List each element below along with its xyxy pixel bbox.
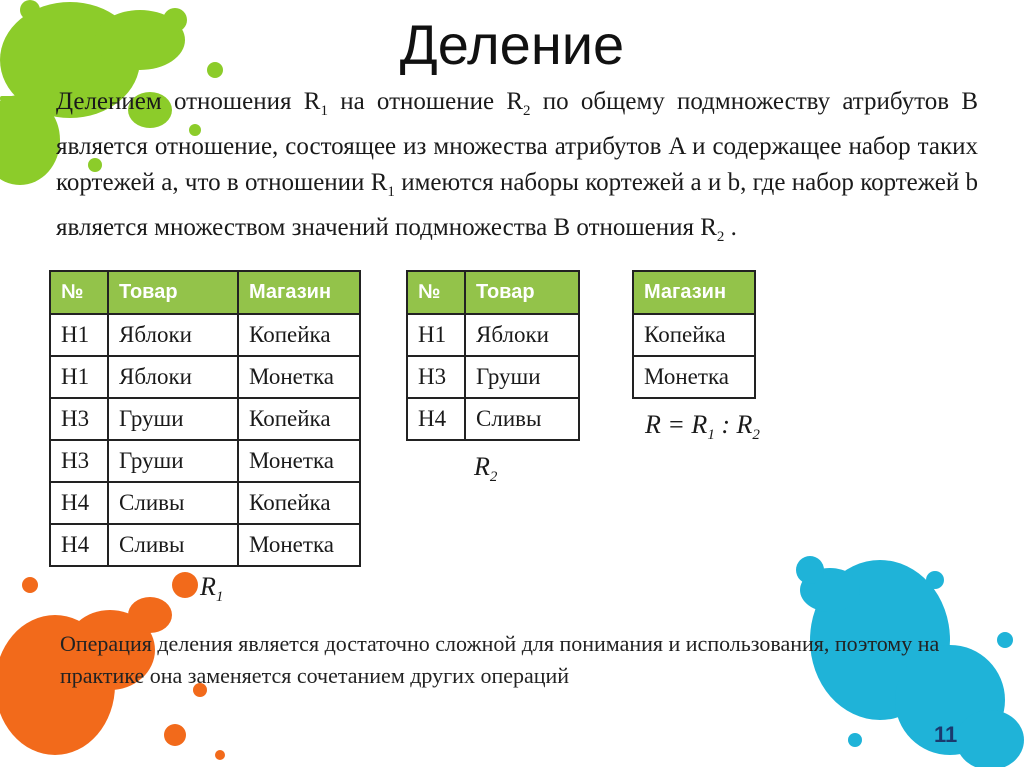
table-cell: Сливы [108,482,238,524]
table-row [50,356,360,398]
column-header: № [407,271,465,314]
table-cell: Сливы [465,398,579,440]
table-cell: Монетка [238,356,360,398]
table-cell: H4 [50,524,108,566]
table-cell: H3 [407,356,465,398]
table-row [50,398,360,440]
table-header-row [633,271,755,314]
relation-r2-table [406,270,580,441]
table-cell: Груши [108,440,238,482]
table-row [407,356,579,398]
column-header: Товар [465,271,579,314]
table-cell: Копейка [238,398,360,440]
table-cell: H4 [407,398,465,440]
relation-r2-label: $R_2$ [474,452,498,486]
division-formula: $R = R_1$ : $R_2$ [645,410,760,444]
definition-paragraph: Делением отношения $R_1$ на отношение $R_2$ по общему подмножеству атрибутов B является отношение, состоящее из множества атрибутов A и содержащее набор таких кортежей a, что в отношении $R_1$ имеются наборы кортежей a и b, где набор кортежей b является множеством значений подмножества B отношения $R_2$ . [56,88,978,245]
slide-title: Деление [399,13,625,76]
table-cell: Копейка [238,314,360,356]
table-row [50,440,360,482]
result-relation-table [632,270,756,399]
relation-r1-label: $R_1$ [200,572,224,606]
table-row [407,314,579,356]
table-header-row [407,271,579,314]
table-cell: Сливы [108,524,238,566]
table-cell: Яблоки [108,314,238,356]
column-header: № [50,271,108,314]
operation-note: Операция деления является достаточно сложной для понимания и использования, поэтому на практике она заменяется сочетанием других операций [60,631,940,688]
table-cell: H1 [50,356,108,398]
table-row [50,482,360,524]
table-row [50,314,360,356]
table-cell: H1 [407,314,465,356]
column-header: Магазин [238,271,360,314]
table-row [50,524,360,566]
column-header: Товар [108,271,238,314]
table-cell: Монетка [238,524,360,566]
table-cell: Яблоки [465,314,579,356]
page-number: 11 [934,722,958,747]
column-header: Магазин [633,271,755,314]
table-cell: Монетка [238,440,360,482]
table-cell: Груши [465,356,579,398]
table-row [633,314,755,356]
relation-r1-table [49,270,361,567]
table-cell: Яблоки [108,356,238,398]
table-header-row [50,271,360,314]
table-row [633,356,755,398]
table-cell: H3 [50,398,108,440]
table-cell: H1 [50,314,108,356]
table-cell: H3 [50,440,108,482]
table-row [407,398,579,440]
table-cell: Монетка [633,356,755,398]
table-cell: H4 [50,482,108,524]
table-cell: Копейка [633,314,755,356]
table-cell: Копейка [238,482,360,524]
table-cell: Груши [108,398,238,440]
